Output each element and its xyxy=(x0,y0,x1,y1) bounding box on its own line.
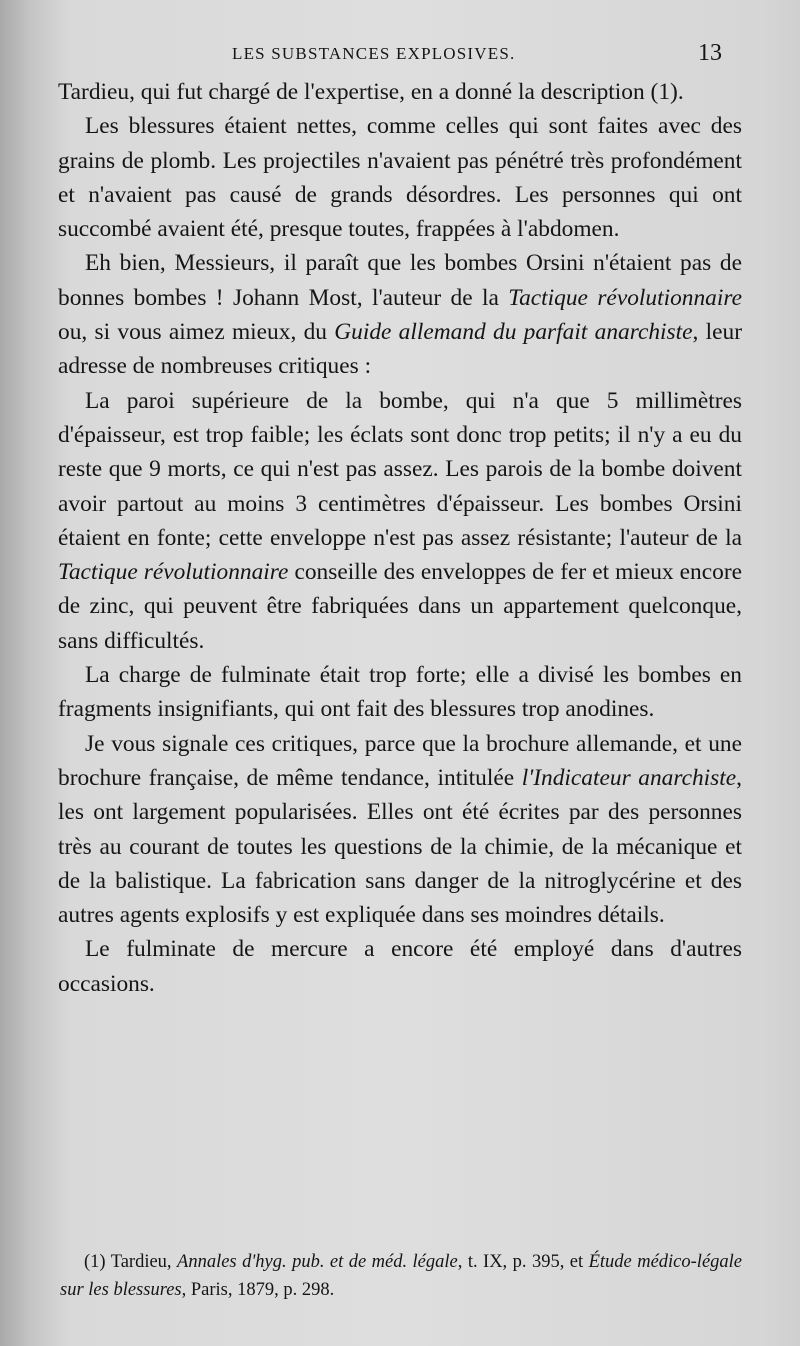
footnote xyxy=(60,1248,742,1304)
text-segment: conseille des enveloppes de fer et mieux encore de zinc, qui peuvent être fabriquées dans un appartement quelconque, sans difficultés. xyxy=(58,559,742,654)
text-segment: La charge de fulminate était trop forte; elle a divisé les bombes en fragments insignifiants, qui ont fait des blessures trop anodines. xyxy=(58,662,742,723)
italic-text-segment: Étude médico-légale sur les blessures xyxy=(60,1252,743,1300)
paragraph xyxy=(58,109,742,246)
italic-text-segment: Guide allemand du parfait anarchiste xyxy=(334,319,693,346)
paragraph xyxy=(58,658,742,727)
paragraph xyxy=(58,246,742,383)
paragraph xyxy=(58,75,742,109)
italic-text-segment: Tactique révolutionnaire xyxy=(58,559,289,586)
text-segment: Tardieu, qui fut chargé de l'expertise, en a donné la description (1). xyxy=(58,79,684,105)
text-segment: Je vous signale ces critiques, parce que la brochure allemande, et une brochure française, de même tendance, intitulée xyxy=(58,730,742,791)
text-segment: , t. IX, p. 395, et xyxy=(457,1252,589,1272)
text-segment: (1) Tardieu, xyxy=(84,1252,178,1272)
text-segment: La paroi supérieure de la bombe, qui n'a que 5 millimètres d'épaisseur, est trop faible; les éclats sont donc trop petits; il n'y a eu du reste que 9 morts, ce qui n'est pas assez. Les parois de la bombe doivent avoir partout au moins 3 centimètres d'épaisseur. Les bombes Orsini étaient en fonte; cette enveloppe n'est pas assez résistante; l'auteur de la xyxy=(58,387,742,551)
text-segment: , Paris, 1879, p. 298. xyxy=(181,1280,335,1300)
running-title: LES SUBSTANCES EXPLOSIVES. xyxy=(232,44,516,63)
italic-text-segment: Annales d'hyg. pub. et de méd. légale xyxy=(177,1252,458,1272)
running-header xyxy=(0,40,800,80)
text-segment: , leur adresse de nombreuses critiques : xyxy=(58,319,743,380)
paragraph xyxy=(58,727,742,933)
footnotes xyxy=(60,1248,742,1304)
text-segment: Le fulminate de mercure a encore été employé dans d'autres occasions. xyxy=(58,936,742,997)
text-segment: Les blessures étaient nettes, comme celles qui sont faites avec des grains de plomb. Les projectiles n'avaient pas pénétré très profondément et n'avaient pas causé de grands désordres. Les personnes qui ont succombé avaient été, presque toutes, frappées à l'abdomen. xyxy=(58,113,742,243)
text-segment: ou, si vous aimez mieux, du xyxy=(58,319,335,346)
page-number: 13 xyxy=(698,40,722,66)
paragraph xyxy=(58,932,742,1001)
body-text xyxy=(58,75,742,1001)
italic-text-segment: Tactique révolutionnaire xyxy=(508,284,742,311)
text-segment: , les ont largement popularisées. Elles ont été écrites par des personnes très au courant de toutes les questions de la chimie, de la mécanique et de la balistique. La fabrication sans danger de la nitroglycérine et des autres agents explosifs y est expliquée dans ses moindres détails. xyxy=(58,764,742,929)
paragraph xyxy=(58,384,742,658)
italic-text-segment: l'Indicateur anarchiste xyxy=(521,764,737,791)
text-segment: Eh bien, Messieurs, il paraît que les bombes Orsini n'étaient pas de bonnes bombes ! Johann Most, l'auteur de la xyxy=(58,250,742,311)
